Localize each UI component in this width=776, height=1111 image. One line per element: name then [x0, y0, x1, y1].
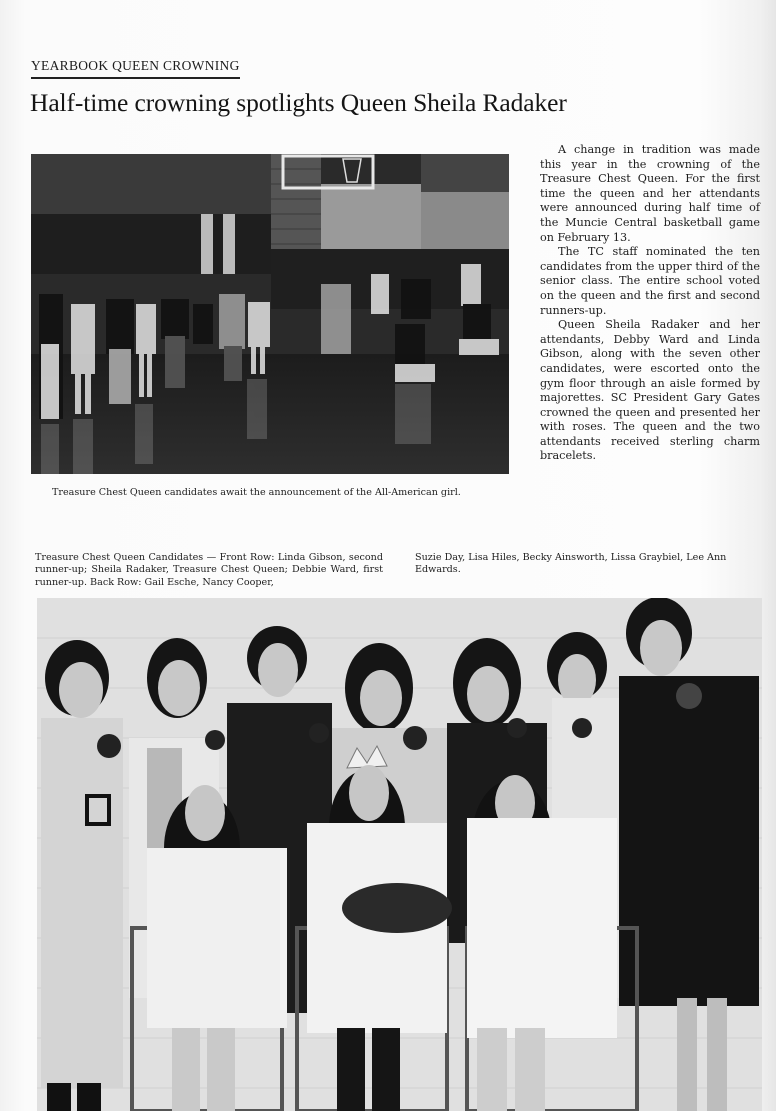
section-kicker: YEARBOOK QUEEN CROWNING: [31, 58, 240, 79]
article-body: [540, 143, 760, 464]
group-photo-caption-left: Treasure Chest Queen Candidates — Front Row: Linda Gibson, second runner-up; Sheila Radaker, Treasure Chest Queen; Debbie Ward, first runner-up. Back Row: Gail Esche, Nancy Cooper,: [35, 552, 383, 588]
article-paragraph: A change in tradition was made this year in the crowning of the Treasure Chest Queen. For the first time the queen and her attendants were announced during half time of the Muncie Central basketball game on February 13.: [540, 143, 760, 244]
page-headline: Half-time crowning spotlights Queen Sheila Radaker: [30, 88, 567, 117]
photo-queen-candidates-icon: [37, 598, 762, 1111]
photo-gym-icon: [31, 154, 509, 474]
gym-crowning-photo: [31, 154, 509, 474]
article-paragraph: Queen Sheila Radaker and her attendants, Debby Ward and Linda Gibson, along with the seven other candidates, were escorted onto the gym floor through an aisle formed by majorettes. SC President Gary Gates crowned the queen and presented her with roses. The queen and the two attendants received sterling charm bracelets.: [540, 318, 760, 463]
queen-candidates-photo: [37, 598, 762, 1111]
article-paragraph: The TC staff nominated the ten candidates from the upper third of the senior class. The entire school voted on the queen and the first and second runners-up.: [540, 245, 760, 317]
group-photo-caption-right: Suzie Day, Lisa Hiles, Becky Ainsworth, Lissa Graybiel, Lee Ann Edwards.: [415, 552, 727, 576]
gym-photo-caption: Treasure Chest Queen candidates await the announcement of the All-American girl.: [52, 487, 461, 498]
